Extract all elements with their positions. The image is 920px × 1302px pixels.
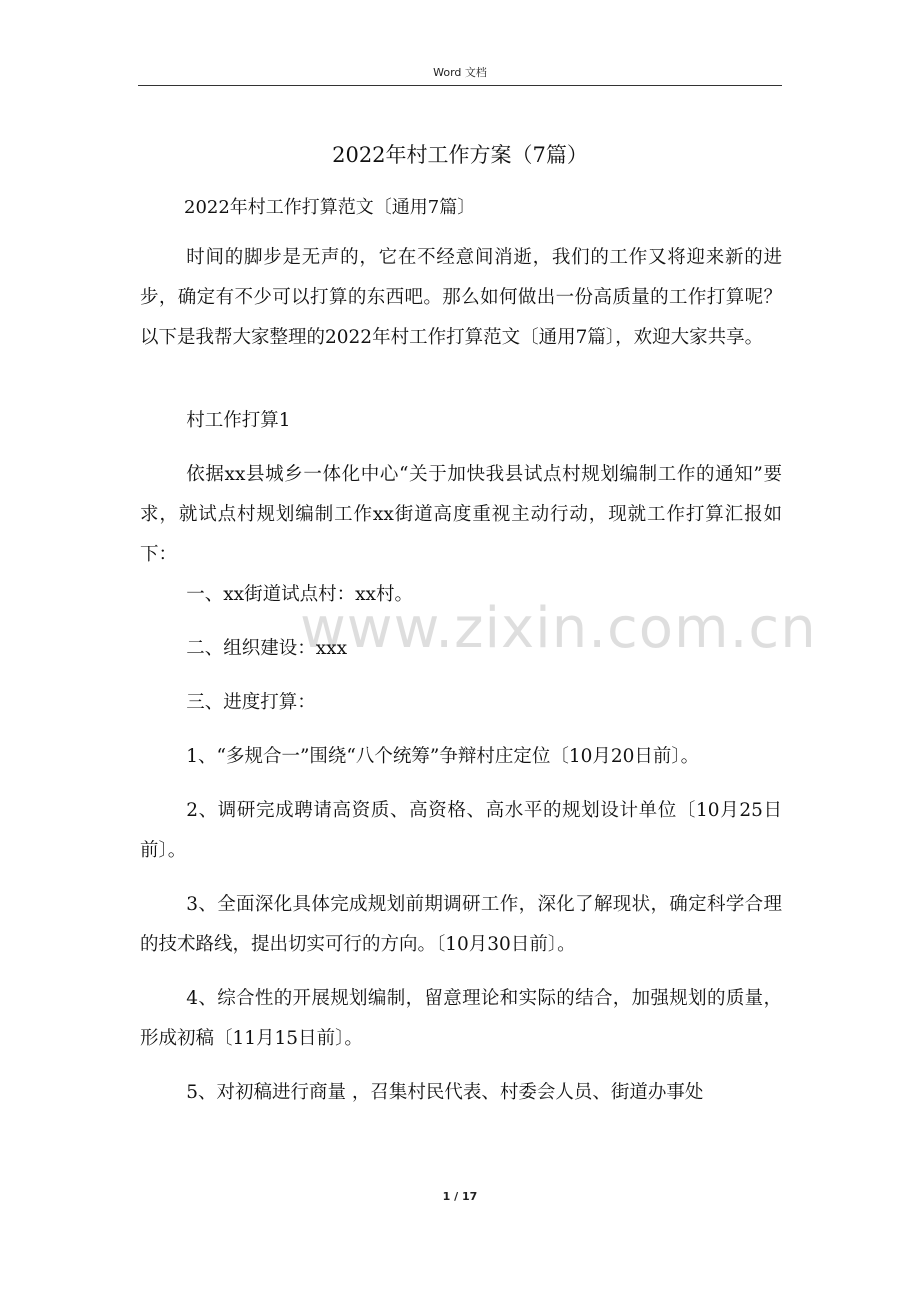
document-subtitle: 2022年村工作打算范文〔通用7篇〕	[184, 197, 476, 218]
document-title: 2022年村工作方案（7篇）	[332, 143, 588, 167]
intro-paragraph: 时间的脚步是无声的，它在不经意间消逝，我们的工作又将迎来新的进步，确定有不少可以打算的东西吧。那么如何做出一份高质量的工作打算呢？以下是我帮大家整理的2022年村工作打算范文〔通用7篇〕，欢迎大家共享。	[140, 247, 782, 348]
list-item: 5、对初稿进行商量 ，召集村民代表、村委会人员、街道办事处	[186, 1082, 704, 1103]
body-paragraph: 依据xx县城乡一体化中心“关于加快我县试点村规划编制工作的通知”要求，就试点村规划编制工作xx街道高度重视主动行动，现就工作打算汇报如下：	[140, 464, 782, 565]
body-paragraph: 二、组织建设：xxx	[186, 638, 348, 659]
document-body	[140, 238, 782, 1113]
page-header: Word 文档	[433, 66, 487, 79]
header-divider	[138, 85, 782, 86]
watermark: www.zixin.com.cn	[300, 596, 817, 661]
list-item: 2、调研完成聘请高资质、高资格、高水平的规划设计单位〔10月25日前〕。	[140, 800, 782, 861]
page-number: 1 / 17	[442, 1190, 478, 1203]
body-paragraph: 三、进度打算：	[186, 692, 316, 713]
list-item: 3、全面深化具体完成规划前期调研工作，深化了解现状，确定科学合理的技术路线，提出切实可行的方向。〔10月30日前〕。	[140, 894, 782, 955]
section-heading: 村工作打算1	[186, 410, 291, 431]
body-paragraph: 一、xx街道试点村：xx村。	[186, 584, 413, 605]
list-item: 1、“多规合一”围绕“八个统筹”争辩村庄定位〔10月20日前〕。	[186, 746, 700, 767]
list-item: 4、综合性的开展规划编制，留意理论和实际的结合，加强规划的质量，形成初稿〔11月15日前〕。	[140, 988, 782, 1049]
